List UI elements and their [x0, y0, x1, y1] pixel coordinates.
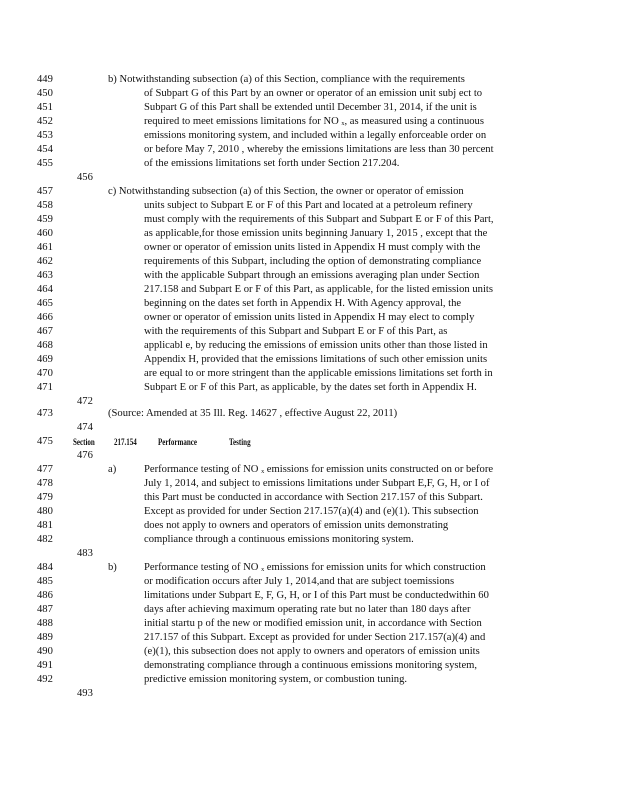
line-number: 490: [37, 646, 53, 657]
section-title: Performance: [158, 437, 197, 447]
paragraph-line: or before May 7, 2010 , whereby the emissions limitations are less than 30 percent: [144, 144, 494, 155]
line-number: 465: [37, 298, 53, 309]
line-number: 460: [37, 228, 53, 239]
paragraph-line: beginning on the dates set forth in Appendix H. With Agency approval, the: [144, 298, 462, 309]
section-title-2: Testing: [229, 437, 251, 447]
line-number: 467: [37, 326, 53, 337]
paragraph-line: this Part must be conducted in accordance with Section 217.157 of this Subpart.: [144, 492, 483, 503]
line-number: 468: [37, 340, 53, 351]
paragraph-line: July 1, 2014, and subject to emissions limitations under Subpart E,F, G, H, or I of: [144, 478, 490, 489]
paragraph-line: predictive emission monitoring system, or combustion tuning.: [144, 674, 408, 685]
line-number: 452: [37, 116, 53, 127]
line-number: 486: [37, 590, 53, 601]
paragraph-line: Appendix H, provided that the emissions limitations of such other emission units: [144, 354, 488, 365]
paragraph-line: c) Notwithstanding subsection (a) of this Section, the owner or operator of emission: [108, 186, 464, 197]
paragraph-line: Performance testing of NO ₓ emissions for emission units constructed on or before: [144, 464, 494, 475]
paragraph-line: 217.158 and Subpart E or F of this Part, as applicable, for the listed emission units: [144, 284, 493, 295]
paragraph-line: or modification occurs after July 1, 2014,and that are subject toemissions: [144, 576, 455, 587]
line-number: 485: [37, 576, 53, 587]
paragraph-line: must comply with the requirements of this Subpart and Subpart E or F of this Part,: [144, 214, 494, 225]
paragraph-line: of the emissions limitations set forth under Section 217.204.: [144, 158, 400, 169]
line-number: 451: [37, 102, 53, 113]
line-number: 484: [37, 562, 53, 573]
line-number: 464: [37, 284, 53, 295]
line-number: 455: [37, 158, 53, 169]
line-number: 473: [37, 408, 53, 419]
line-number: 456: [77, 172, 93, 183]
paragraph-line: requirements of this Subpart, including the option of demonstrating compliance: [144, 256, 482, 267]
source-note: (Source: Amended at 35 Ill. Reg. 14627 , effective August 22, 2011): [108, 408, 398, 419]
subsection-label: a): [108, 464, 117, 475]
line-number: 474: [77, 422, 93, 433]
paragraph-line: with the applicable Subpart through an emissions averaging plan under Section: [144, 270, 480, 281]
line-number: 493: [77, 688, 93, 699]
paragraph-line: required to meet emissions limitations for NO ₓ, as measured using a continuous: [144, 116, 484, 127]
paragraph-line: initial startu p of the new or modified emission unit, in accordance with Section: [144, 618, 482, 629]
line-number: 453: [37, 130, 53, 141]
paragraph-line: units subject to Subpart E or F of this Part and located at a petroleum refinery: [144, 200, 473, 211]
paragraph-line: of Subpart G of this Part by an owner or operator of an emission unit subj ect to: [144, 88, 483, 99]
line-number: 492: [37, 674, 53, 685]
paragraph-line: compliance through a continuous emissions monitoring system.: [144, 534, 414, 545]
line-number: 450: [37, 88, 53, 99]
paragraph-line: emissions monitoring system, and included within a legally enforceable order on: [144, 130, 487, 141]
paragraph-line: Subpart G of this Part shall be extended until December 31, 2014, if the unit is: [144, 102, 477, 113]
line-number: 471: [37, 382, 53, 393]
paragraph-line: demonstrating compliance through a continuous emissions monitoring system,: [144, 660, 478, 671]
line-number: 476: [77, 450, 93, 461]
line-number: 457: [37, 186, 53, 197]
paragraph-line: 217.157 of this Subpart. Except as provided for under Section 217.157(a)(4) and: [144, 632, 486, 643]
line-number: 459: [37, 214, 53, 225]
paragraph-line: owner or operator of emission units listed in Appendix H may elect to comply: [144, 312, 475, 323]
paragraph-line: as applicable,for those emission units beginning January 1, 2015 , except that the: [144, 228, 488, 239]
subsection-label: b): [108, 562, 117, 573]
line-number: 461: [37, 242, 53, 253]
line-number: 466: [37, 312, 53, 323]
paragraph-line: b) Notwithstanding subsection (a) of this Section, compliance with the requirements: [108, 74, 465, 85]
line-number: 477: [37, 464, 53, 475]
paragraph-line: (e)(1), this subsection does not apply to owners and operators of emission units: [144, 646, 480, 657]
paragraph-line: does not apply to owners and operators of emission units demonstrating: [144, 520, 449, 531]
paragraph-line: owner or operator of emission units listed in Appendix H must comply with the: [144, 242, 481, 253]
line-number: 480: [37, 506, 53, 517]
section-number: 217.154: [114, 437, 137, 447]
line-number: 491: [37, 660, 53, 671]
line-number: 489: [37, 632, 53, 643]
line-number: 454: [37, 144, 53, 155]
line-number: 449: [37, 74, 53, 85]
section-label: Section: [73, 437, 95, 447]
line-number: 463: [37, 270, 53, 281]
paragraph-line: with the requirements of this Subpart and Subpart E or F of this Part, as: [144, 326, 448, 337]
line-number: 488: [37, 618, 53, 629]
line-number: 487: [37, 604, 53, 615]
paragraph-line: Except as provided for under Section 217.157(a)(4) and (e)(1). This subsection: [144, 506, 479, 517]
paragraph-line: Performance testing of NO ₓ emissions for emission units for which construction: [144, 562, 486, 573]
line-number: 469: [37, 354, 53, 365]
paragraph-line: are equal to or more stringent than the applicable emissions limitations set forth in: [144, 368, 493, 379]
paragraph-line: days after achieving maximum operating rate but no later than 180 days after: [144, 604, 471, 615]
line-number: 475: [37, 436, 53, 447]
line-number: 470: [37, 368, 53, 379]
line-number: 472: [77, 396, 93, 407]
line-number: 481: [37, 520, 53, 531]
line-number: 482: [37, 534, 53, 545]
paragraph-line: limitations under Subpart E, F, G, H, or I of this Part must be conductedwithin 60: [144, 590, 489, 601]
line-number: 483: [77, 548, 93, 559]
line-number: 458: [37, 200, 53, 211]
line-number: 462: [37, 256, 53, 267]
line-number: 478: [37, 478, 53, 489]
paragraph-line: applicabl e, by reducing the emissions of emission units other than those listed in: [144, 340, 488, 351]
paragraph-line: Subpart E or F of this Part, as applicable, by the dates set forth in Appendix H.: [144, 382, 477, 393]
line-number: 479: [37, 492, 53, 503]
